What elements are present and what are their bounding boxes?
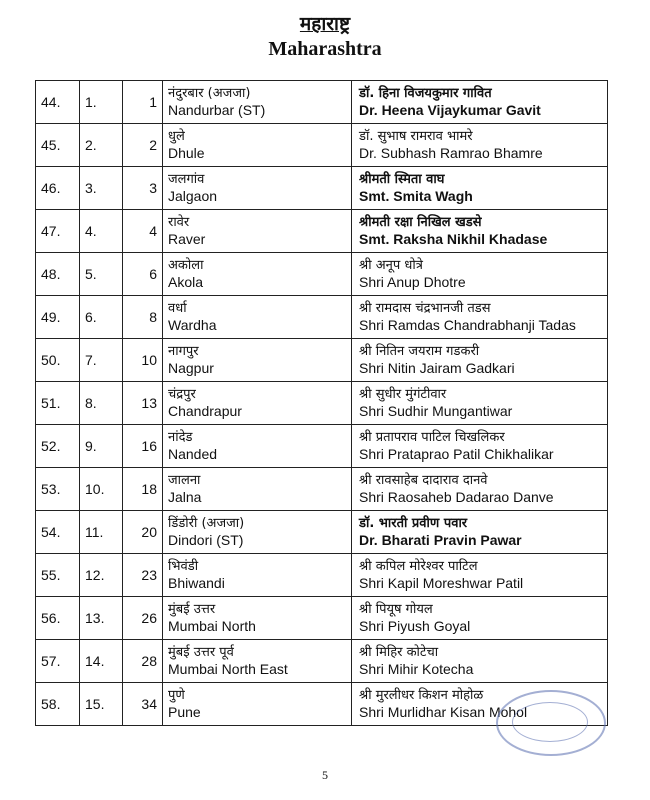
constituency-name-hindi: मुंबई उत्तर पूर्व xyxy=(168,645,234,660)
constituency-cell xyxy=(163,296,352,339)
constituency-cell xyxy=(163,425,352,468)
state-serial-number: 9. xyxy=(80,425,123,468)
state-serial-number: 2. xyxy=(80,124,123,167)
candidate-name-english: Shri Anup Dhotre xyxy=(359,274,466,290)
constituency-number: 8 xyxy=(123,296,163,339)
constituency-name-hindi: नंदुरबार (अजजा) xyxy=(168,86,251,101)
table-row xyxy=(36,554,608,597)
serial-number: 56. xyxy=(36,597,80,640)
candidate-name-hindi: श्री प्रतापराव पाटिल चिखलिकर xyxy=(359,430,505,445)
table-row xyxy=(36,253,608,296)
candidate-name-english: Shri Murlidhar Kisan Mohol xyxy=(359,704,528,720)
constituency-number: 13 xyxy=(123,382,163,425)
constituency-cell xyxy=(163,81,352,124)
candidate-name-english: Shri Kapil Moreshwar Patil xyxy=(359,575,524,591)
candidate-cell xyxy=(352,339,608,382)
candidate-name-hindi: श्री कपिल मोरेश्वर पाटिल xyxy=(359,559,478,574)
candidate-name-english: Shri Piyush Goyal xyxy=(359,618,471,634)
constituency-name-english: Pune xyxy=(168,704,201,720)
candidate-name-hindi: श्री पियूष गोयल xyxy=(359,602,433,617)
constituency-name-english: Dindori (ST) xyxy=(168,532,244,548)
candidate-cell xyxy=(352,511,608,554)
candidate-name-hindi: डॉ. भारती प्रवीण पवार xyxy=(359,516,468,531)
table-row xyxy=(36,296,608,339)
state-serial-number: 14. xyxy=(80,640,123,683)
table-row xyxy=(36,124,608,167)
constituency-number: 4 xyxy=(123,210,163,253)
candidate-cell xyxy=(352,253,608,296)
candidate-name-english: Shri Ramdas Chandrabhanji Tadas xyxy=(359,317,576,333)
candidate-name-english: Smt. Smita Wagh xyxy=(359,188,473,204)
candidate-cell xyxy=(352,296,608,339)
constituency-name-hindi: पुणे xyxy=(168,688,185,703)
constituency-name-english: Jalgaon xyxy=(168,188,218,204)
constituency-name-hindi: अकोला xyxy=(168,258,204,273)
candidate-name-hindi: श्री रामदास चंद्रभानजी तडस xyxy=(359,301,491,316)
state-serial-number: 12. xyxy=(80,554,123,597)
constituency-cell xyxy=(163,640,352,683)
party-office-stamp xyxy=(496,690,606,756)
constituency-number: 34 xyxy=(123,683,163,726)
constituency-name-english: Mumbai North xyxy=(168,618,256,634)
state-serial-number: 11. xyxy=(80,511,123,554)
serial-number: 45. xyxy=(36,124,80,167)
table-row xyxy=(36,597,608,640)
constituency-number: 2 xyxy=(123,124,163,167)
constituency-name-hindi: भिवंडी xyxy=(168,559,199,574)
candidate-name-hindi: श्री मुरलीधर किशन मोहोळ xyxy=(359,688,484,703)
constituency-number: 23 xyxy=(123,554,163,597)
page-title-english: Maharashtra xyxy=(268,38,382,60)
serial-number: 57. xyxy=(36,640,80,683)
constituency-name-english: Dhule xyxy=(168,145,205,161)
constituency-name-hindi: चंद्रपुर xyxy=(168,387,196,402)
constituency-name-english: Jalna xyxy=(168,489,202,505)
constituency-cell xyxy=(163,683,352,726)
constituency-name-english: Nanded xyxy=(168,446,218,462)
candidate-cell xyxy=(352,124,608,167)
candidate-cell xyxy=(352,640,608,683)
constituency-number: 20 xyxy=(123,511,163,554)
constituency-cell xyxy=(163,468,352,511)
table-row xyxy=(36,382,608,425)
constituency-number: 18 xyxy=(123,468,163,511)
candidate-name-hindi: श्री मिहिर कोटेचा xyxy=(359,645,439,660)
candidate-name-hindi: श्री सुधीर मुंगंटीवार xyxy=(359,387,447,402)
constituency-name-hindi: नागपुर xyxy=(168,344,199,359)
constituency-name-hindi: धुले xyxy=(168,129,185,144)
constituency-cell xyxy=(163,511,352,554)
constituency-cell xyxy=(163,597,352,640)
constituency-number: 26 xyxy=(123,597,163,640)
constituency-name-hindi: जलगांव xyxy=(168,172,205,187)
serial-number: 53. xyxy=(36,468,80,511)
table-row xyxy=(36,425,608,468)
candidate-name-english: Shri Prataprao Patil Chikhalikar xyxy=(359,446,554,462)
serial-number: 58. xyxy=(36,683,80,726)
serial-number: 47. xyxy=(36,210,80,253)
serial-number: 46. xyxy=(36,167,80,210)
candidate-cell xyxy=(352,597,608,640)
constituency-name-hindi: नांदेड xyxy=(168,430,193,445)
constituency-name-hindi: मुंबई उत्तर xyxy=(168,602,216,617)
constituency-cell xyxy=(163,339,352,382)
table-row xyxy=(36,81,608,124)
constituency-number: 6 xyxy=(123,253,163,296)
state-serial-number: 3. xyxy=(80,167,123,210)
candidate-name-hindi: श्री रावसाहेब दादाराव दानवे xyxy=(359,473,488,488)
constituency-cell xyxy=(163,382,352,425)
state-serial-number: 8. xyxy=(80,382,123,425)
constituency-cell xyxy=(163,554,352,597)
candidate-cell xyxy=(352,425,608,468)
candidate-name-hindi: श्री अनूप धोत्रे xyxy=(359,258,423,273)
constituency-name-english: Nandurbar (ST) xyxy=(168,102,266,118)
candidate-name-english: Smt. Raksha Nikhil Khadase xyxy=(359,231,548,247)
candidate-name-hindi: श्रीमती स्मिता वाघ xyxy=(359,172,445,187)
candidate-cell xyxy=(352,167,608,210)
candidate-cell xyxy=(352,210,608,253)
table-row xyxy=(36,468,608,511)
constituency-name-english: Raver xyxy=(168,231,206,247)
candidate-name-hindi: श्री नितिन जयराम गडकरी xyxy=(359,344,480,359)
candidate-cell xyxy=(352,554,608,597)
candidate-name-english: Shri Sudhir Mungantiwar xyxy=(359,403,513,419)
constituency-number: 10 xyxy=(123,339,163,382)
constituency-number: 3 xyxy=(123,167,163,210)
state-serial-number: 13. xyxy=(80,597,123,640)
state-serial-number: 7. xyxy=(80,339,123,382)
stamp-inner-ring xyxy=(512,702,588,742)
candidate-name-english: Shri Mihir Kotecha xyxy=(359,661,474,677)
constituency-name-hindi: जालना xyxy=(168,473,201,488)
candidate-name-english: Shri Raosaheb Dadarao Danve xyxy=(359,489,554,505)
constituency-name-english: Nagpur xyxy=(168,360,214,376)
candidate-table xyxy=(35,80,608,726)
constituency-number: 1 xyxy=(123,81,163,124)
state-serial-number: 10. xyxy=(80,468,123,511)
state-serial-number: 1. xyxy=(80,81,123,124)
constituency-number: 16 xyxy=(123,425,163,468)
constituency-name-hindi: डिंडोरी (अजजा) xyxy=(168,516,245,531)
candidate-name-hindi: श्रीमती रक्षा निखिल खडसे xyxy=(359,215,482,230)
constituency-cell xyxy=(163,210,352,253)
serial-number: 51. xyxy=(36,382,80,425)
constituency-number: 28 xyxy=(123,640,163,683)
serial-number: 48. xyxy=(36,253,80,296)
constituency-cell xyxy=(163,124,352,167)
serial-number: 55. xyxy=(36,554,80,597)
candidate-name-english: Dr. Subhash Ramrao Bhamre xyxy=(359,145,543,161)
table-row xyxy=(36,339,608,382)
state-serial-number: 5. xyxy=(80,253,123,296)
state-serial-number: 4. xyxy=(80,210,123,253)
candidate-cell xyxy=(352,81,608,124)
page-number: 5 xyxy=(322,768,328,782)
table-row xyxy=(36,210,608,253)
constituency-name-hindi: रावेर xyxy=(168,215,190,230)
serial-number: 54. xyxy=(36,511,80,554)
constituency-name-english: Mumbai North East xyxy=(168,661,288,677)
table-row xyxy=(36,167,608,210)
constituency-name-english: Wardha xyxy=(168,317,217,333)
constituency-name-english: Chandrapur xyxy=(168,403,242,419)
candidate-name-english: Shri Nitin Jairam Gadkari xyxy=(359,360,515,376)
constituency-cell xyxy=(163,253,352,296)
table-row xyxy=(36,640,608,683)
serial-number: 50. xyxy=(36,339,80,382)
candidate-cell xyxy=(352,382,608,425)
constituency-name-hindi: वर्धा xyxy=(168,301,187,316)
page-title-hindi: महाराष्ट्र xyxy=(299,13,351,35)
serial-number: 49. xyxy=(36,296,80,339)
candidate-cell xyxy=(352,468,608,511)
constituency-name-english: Bhiwandi xyxy=(168,575,225,591)
state-serial-number: 6. xyxy=(80,296,123,339)
state-serial-number: 15. xyxy=(80,683,123,726)
constituency-cell xyxy=(163,167,352,210)
serial-number: 52. xyxy=(36,425,80,468)
candidate-name-hindi: डॉ. हिना विजयकुमार गावित xyxy=(359,86,492,101)
serial-number: 44. xyxy=(36,81,80,124)
table-row xyxy=(36,511,608,554)
candidate-name-english: Dr. Heena Vijaykumar Gavit xyxy=(359,102,541,118)
constituency-name-english: Akola xyxy=(168,274,204,290)
candidate-name-hindi: डॉ. सुभाष रामराव भामरे xyxy=(359,129,473,144)
candidate-name-english: Dr. Bharati Pravin Pawar xyxy=(359,532,522,548)
